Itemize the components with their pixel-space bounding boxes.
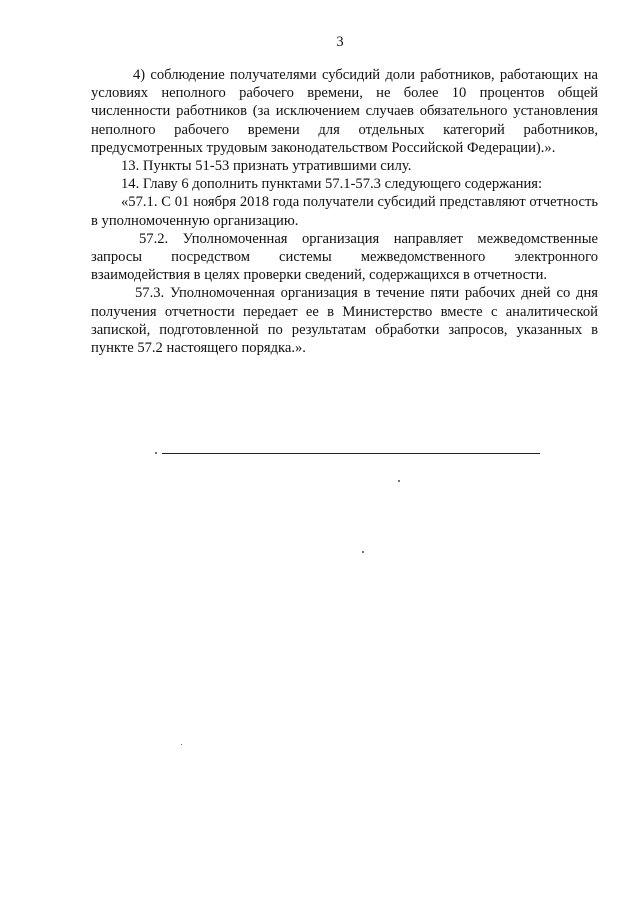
- paragraph-item-4: 4) соблюдение получателями субсидий доли работников, работающих на условиях неполного рабочего времени, не более 10 процентов общей численности работников (за исключением случаев обязательного установления неполного рабочего времени для отдельных категорий работников, предусмотренных трудовым законодательством Российской Федерации).».: [91, 67, 598, 156]
- scan-speck: [362, 551, 364, 553]
- scan-speck: [398, 480, 400, 482]
- paragraph-item-14: 14. Главу 6 дополнить пунктами 57.1-57.3 следующего содержания:: [121, 176, 543, 193]
- document-body: [91, 66, 598, 357]
- paragraph-point-57-3: 57.3. Уполномоченная организация в течение пяти рабочих дней со дня получения отчетности передает ее в Министерство вместе с аналитической запиской, подготовленной по результатам обработки запросов, указанных в пункте 57.2 настоящего порядка.».: [91, 285, 598, 357]
- paragraph-point-57-1: «57.1. С 01 ноября 2018 года получатели субсидий представляют отчетность в уполномоченную организацию.: [91, 194, 598, 229]
- scan-speck: [181, 744, 182, 745]
- paragraph-point-57-2: 57.2. Уполномоченная организация направляет межведомственные запросы посредством системы межведомственного электронного взаимодействия в целях проверки сведений, содержащихся в отчетности.: [91, 230, 598, 284]
- scan-speck: [155, 452, 157, 454]
- paragraph-item-13: 13. Пункты 51-53 признать утратившими силу.: [121, 158, 412, 175]
- page-number: 3: [336, 34, 344, 50]
- separator-line: [162, 453, 540, 454]
